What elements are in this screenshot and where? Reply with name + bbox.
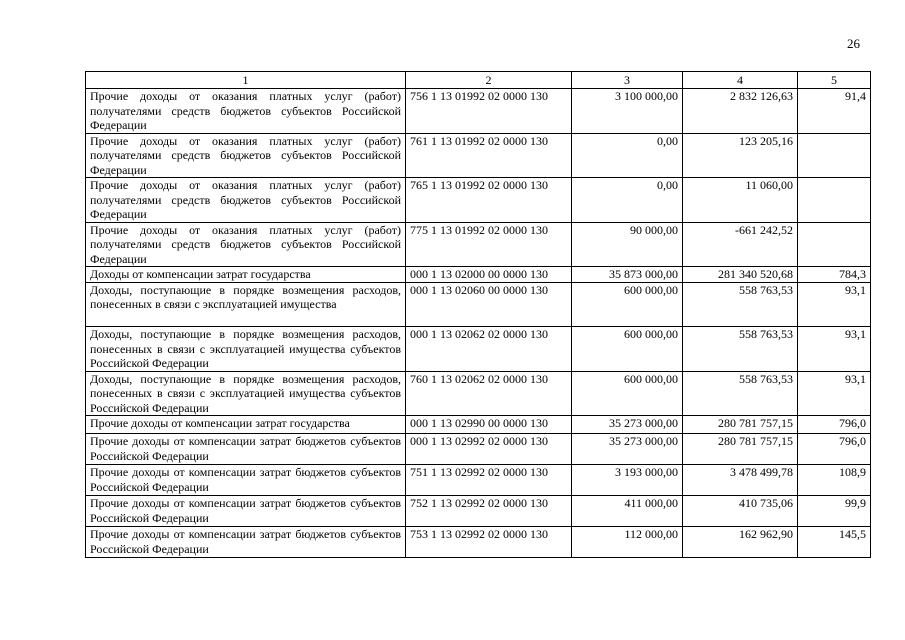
row-plan: 112 000,00 [572,527,683,558]
row-percent: 99,9 [798,496,871,527]
row-percent: 93,1 [798,282,871,327]
row-name: Прочие доходы от оказания платных услуг (работ) получателями средств бюджетов субъектов Российской Федерации [86,222,406,267]
row-percent: 91,4 [798,89,871,134]
row-name: Прочие доходы от оказания платных услуг (работ) получателями средств бюджетов субъектов Российской Федерации [86,178,406,223]
row-percent [798,178,871,223]
row-name: Прочие доходы от оказания платных услуг (работ) получателями средств бюджетов субъектов Российской Федерации [86,133,406,178]
row-name: Прочие доходы от компенсации затрат бюджетов субъектов Российской Федерации [86,496,406,527]
row-percent: 796,0 [798,416,871,434]
row-name: Доходы, поступающие в порядке возмещения расходов, понесенных в связи с эксплуатацией имущества субъектов Российской Федерации [86,371,406,416]
row-name: Прочие доходы от оказания платных услуг (работ) получателями средств бюджетов субъектов Российской Федерации [86,89,406,134]
row-actual: 410 735,06 [683,496,798,527]
row-actual: 11 060,00 [683,178,798,223]
table-row [86,465,871,496]
table-row [86,527,871,558]
row-name: Прочие доходы от компенсации затрат бюджетов субъектов Российской Федерации [86,434,406,465]
row-code: 765 1 13 01992 02 0000 130 [406,178,572,223]
row-code: 000 1 13 02992 02 0000 130 [406,434,572,465]
row-code: 751 1 13 02992 02 0000 130 [406,465,572,496]
page-number: 26 [847,36,860,51]
table-row [86,282,871,327]
row-code: 000 1 13 02062 02 0000 130 [406,327,572,372]
row-actual: 2 832 126,63 [683,89,798,134]
table-row [86,222,871,267]
column-header-2: 2 [406,72,572,89]
row-name: Прочие доходы от компенсации затрат бюджетов субъектов Российской Федерации [86,465,406,496]
table-row [86,327,871,372]
row-code: 753 1 13 02992 02 0000 130 [406,527,572,558]
row-plan: 90 000,00 [572,222,683,267]
column-header-3: 3 [572,72,683,89]
row-actual: 558 763,53 [683,371,798,416]
row-plan: 35 273 000,00 [572,434,683,465]
table-row [86,371,871,416]
row-plan: 600 000,00 [572,327,683,372]
row-code: 761 1 13 01992 02 0000 130 [406,133,572,178]
row-code: 752 1 13 02992 02 0000 130 [406,496,572,527]
row-plan: 411 000,00 [572,496,683,527]
row-plan: 35 873 000,00 [572,267,683,283]
row-code: 000 1 13 02990 00 0000 130 [406,416,572,434]
table-row [86,434,871,465]
row-percent [798,133,871,178]
row-actual: -661 242,52 [683,222,798,267]
row-plan: 35 273 000,00 [572,416,683,434]
row-code: 775 1 13 01992 02 0000 130 [406,222,572,267]
row-plan: 600 000,00 [572,282,683,327]
row-plan: 600 000,00 [572,371,683,416]
row-actual: 281 340 520,68 [683,267,798,283]
row-percent: 108,9 [798,465,871,496]
row-code: 000 1 13 02000 00 0000 130 [406,267,572,283]
row-name: Прочие доходы от компенсации затрат бюджетов субъектов Российской Федерации [86,527,406,558]
table-row [86,133,871,178]
row-plan: 3 100 000,00 [572,89,683,134]
row-percent: 796,0 [798,434,871,465]
row-actual: 558 763,53 [683,327,798,372]
row-plan: 3 193 000,00 [572,465,683,496]
column-header-1: 1 [86,72,406,89]
table-row [86,89,871,134]
row-actual: 123 205,16 [683,133,798,178]
row-percent [798,222,871,267]
row-plan: 0,00 [572,133,683,178]
row-name: Доходы от компенсации затрат государства [86,267,406,283]
row-plan: 0,00 [572,178,683,223]
column-header-4: 4 [683,72,798,89]
row-code: 000 1 13 02060 00 0000 130 [406,282,572,327]
row-code: 760 1 13 02062 02 0000 130 [406,371,572,416]
row-name: Доходы, поступающие в порядке возмещения расходов, понесенных в связи с эксплуатацией имущества [86,282,406,327]
row-percent: 784,3 [798,267,871,283]
row-actual: 558 763,53 [683,282,798,327]
table-row [86,178,871,223]
table-row [86,267,871,283]
table-header-row [86,72,871,89]
table-row [86,416,871,434]
row-actual: 162 962,90 [683,527,798,558]
row-percent: 145,5 [798,527,871,558]
row-name: Доходы, поступающие в порядке возмещения расходов, понесенных в связи с эксплуатацией имущества субъектов Российской Федерации [86,327,406,372]
column-header-5: 5 [798,72,871,89]
row-actual: 280 781 757,15 [683,434,798,465]
row-name: Прочие доходы от компенсации затрат государства [86,416,406,434]
row-percent: 93,1 [798,327,871,372]
revenue-table [85,71,871,558]
row-code: 756 1 13 01992 02 0000 130 [406,89,572,134]
row-actual: 280 781 757,15 [683,416,798,434]
table-row [86,496,871,527]
row-actual: 3 478 499,78 [683,465,798,496]
row-percent: 93,1 [798,371,871,416]
